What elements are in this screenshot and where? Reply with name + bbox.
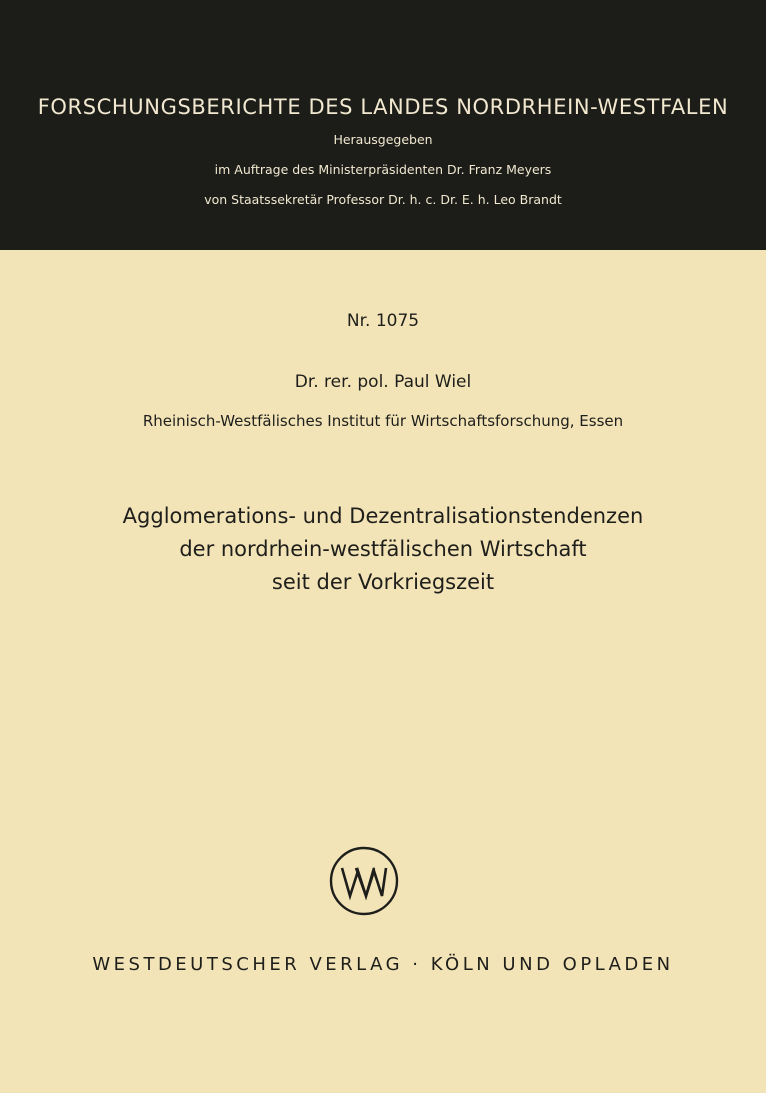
publisher-logo-icon [328,845,400,917]
book-title [0,500,766,599]
author: Dr. rer. pol. Paul Wiel [294,372,472,392]
title-line-1: Agglomerations- und Dezentralisationstendenzen [122,504,644,528]
series-title: FORSCHUNGSBERICHTE DES LANDES NORDRHEIN-WESTFALEN [37,95,729,119]
editor-line-3: von Staatssekretär Professor Dr. h. c. Dr. E. h. Leo Brandt [204,192,562,207]
report-number: Nr. 1075 [346,311,420,331]
editor-line-2: im Auftrage des Ministerpräsidenten Dr. Franz Meyers [214,162,552,177]
publisher: WESTDEUTSCHER VERLAG · KÖLN UND OPLADEN [92,954,674,975]
editor-line-1: Herausgegeben [333,132,433,147]
institute: Rheinisch-Westfälisches Institut für Wirtschaftsforschung, Essen [142,412,624,430]
header-band [0,0,766,250]
title-line-3: seit der Vorkriegszeit [271,570,495,594]
title-line-2: der nordrhein-westfälischen Wirtschaft [179,537,587,561]
